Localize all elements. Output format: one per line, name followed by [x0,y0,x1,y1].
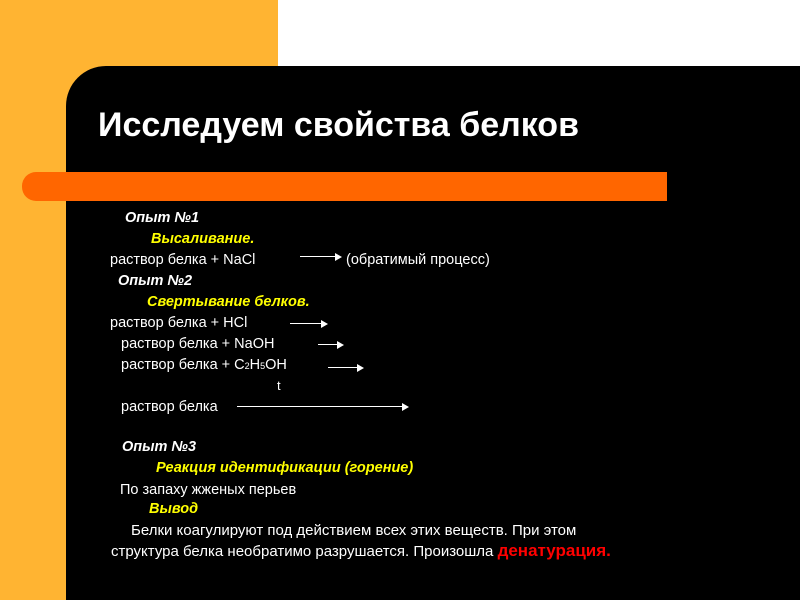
conclusion-heading: Вывод [149,501,199,517]
exp1-heading: Опыт №1 [125,210,200,226]
exp1-name: Высаливание. [151,231,255,247]
conclusion-text-1: Белки коагулируют под действием всех этих веществ. При этом [131,522,577,539]
reaction-arrow [300,253,342,261]
formula-subscript: 5 [260,361,266,371]
reaction-arrow [290,320,328,328]
exp2-line2: раствор белка + NaOH [121,336,275,352]
exp2-line4: раствор белка [121,399,218,415]
exp1-reaction: раствор белка + NaCl [110,252,256,268]
slide-title: Исследуем свойства белков [98,106,579,144]
conclusion-text-2 [111,542,611,561]
exp3-line1: По запаху жженых перьев [120,482,297,498]
formula-subscript: 2 [244,361,250,371]
exp2-line1: раствор белка + HCl [110,315,248,331]
formula-prefix: раствор белка + C [121,357,245,373]
formula-suffix: OH [265,357,287,373]
reaction-arrow [318,341,344,349]
reaction-arrow [237,403,409,411]
exp3-heading: Опыт №3 [122,439,197,455]
temperature-label: t [277,378,281,393]
exp2-line3 [121,356,287,375]
exp3-name: Реакция идентификации (горение) [156,460,414,476]
exp2-heading: Опыт №2 [118,273,193,289]
formula-mid: H [249,357,261,373]
exp2-name: Свертывание белков. [147,294,310,310]
title-underline-bar [22,172,667,201]
denaturation-term: денатурация. [497,541,611,560]
conclusion-text-2-body: структура белка необратимо разрушается. Произошла [111,543,494,560]
reaction-arrow [328,364,364,372]
exp1-note: (обратимый процесс) [346,252,490,268]
